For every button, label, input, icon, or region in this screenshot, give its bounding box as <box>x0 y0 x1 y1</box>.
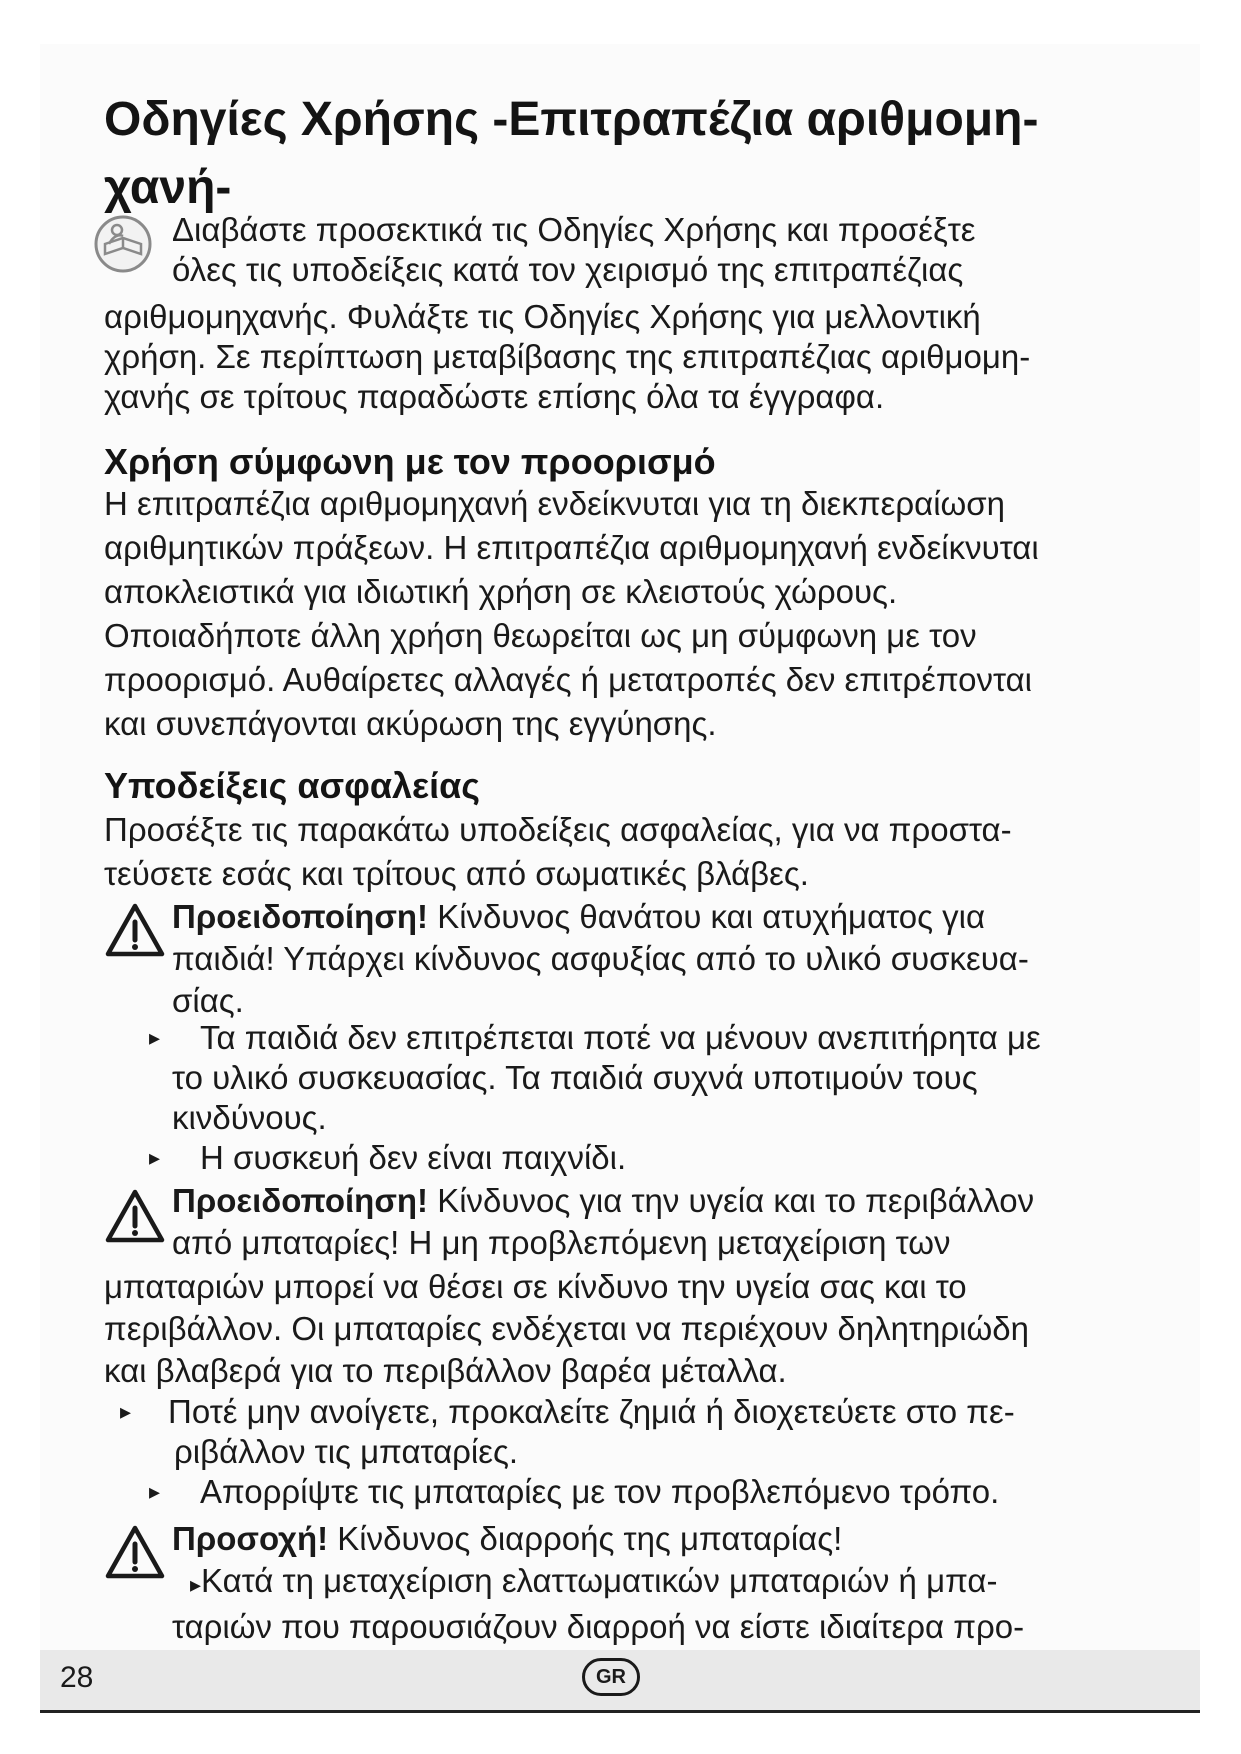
warning-triangle-icon <box>104 902 166 958</box>
page-number: 28 <box>60 1661 94 1694</box>
safety-line-1: Προσέξτε τις παρακάτω υποδείξεις ασφαλείας, για να προστα- <box>104 811 1012 848</box>
intro-line-4: χρήση. Σε περίπτωση μεταβίβασης της επιτραπέζιας αριθμομη- <box>104 338 1031 375</box>
warning-2-text <box>172 1180 1034 1264</box>
warning-2-rest-line-2: περιβάλλον. Οι μπαταρίες ενδέχεται να περιέχουν δηλητηριώδη <box>104 1310 1029 1347</box>
warning-triangle-icon <box>104 1524 166 1580</box>
warning-2-bullet-2-marker: ▸ <box>149 1479 161 1504</box>
title-line-1: Οδηγίες Χρήσης -Επιτραπέζια αριθμομη- <box>104 93 1039 146</box>
warning-1-bullet-2-marker: ▸ <box>149 1145 161 1170</box>
warning-1-bullet-2 <box>200 1138 626 1178</box>
intended-use-heading: Χρήση σύμφωνη με τον προορισμό <box>104 441 716 482</box>
warning-triangle-icon <box>104 1188 166 1244</box>
intended-use-line-1: Η επιτραπέζια αριθμομηχανή ενδείκνυται για τη διεκπεραίωση <box>104 485 1006 522</box>
warning-1-line-3: σίας. <box>172 982 244 1019</box>
warning-2-bullet-1-marker: ▸ <box>120 1399 132 1424</box>
caution-bullet-marker: ▸ <box>190 1572 202 1597</box>
warning-2-line-1-rest: Κίνδυνος για την υγεία και το περιβάλλον <box>428 1182 1035 1219</box>
page-title <box>104 86 1104 222</box>
intro-line-1: Διαβάστε προσεκτικά τις Οδηγίες Χρήσης και προσέξτε <box>172 211 976 248</box>
warning-2-bullet-1 <box>168 1392 1015 1472</box>
warning-2-bullet-1-line-2: ριβάλλον τις μπαταρίες. <box>174 1433 519 1470</box>
safety-paragraph <box>104 808 1012 896</box>
warning-1-line-2: παιδιά! Υπάρχει κίνδυνος ασφυξίας από το υλικό συσκευα- <box>172 940 1029 977</box>
intended-use-paragraph <box>104 482 1039 746</box>
language-badge: GR <box>582 1658 640 1696</box>
intro-first-lines <box>172 210 976 290</box>
warning-2-rest-line-3: και βλαβερά για το περιβάλλον βαρέα μέταλλα. <box>104 1352 787 1389</box>
caution-label: Προσοχή! <box>172 1520 329 1557</box>
intended-use-line-4: Οποιαδήποτε άλλη χρήση θεωρείται ως μη σύμφωνη με τον <box>104 617 977 654</box>
read-manual-icon <box>93 214 153 274</box>
intro-line-3: αριθμομηχανής. Φυλάξτε τις Οδηγίες Χρήσης για μελλοντική <box>104 298 981 335</box>
caution-line-2-text: Κατά τη μεταχείριση ελαττωματικών μπαταριών ή μπα- <box>201 1562 998 1599</box>
caution-line-2 <box>172 1560 1024 1606</box>
warning-1-text <box>172 896 1029 1022</box>
warning-1-label: Προειδοποίηση! <box>172 898 429 935</box>
warning-1-bullet-1-line-2: το υλικό συσκευασίας. Τα παιδιά συχνά υποτιμούν τους <box>172 1059 978 1096</box>
intended-use-line-6: και συνεπάγονται ακύρωση της εγγύησης. <box>104 705 717 742</box>
warning-1-line-1 <box>172 896 1029 938</box>
warning-2-line-2: από μπαταρίες! Η μη προβλεπόμενη μεταχείριση των <box>172 1224 951 1261</box>
safety-heading: Υποδείξεις ασφαλείας <box>104 765 480 806</box>
warning-2-label: Προειδοποίηση! <box>172 1182 429 1219</box>
warning-1-bullet-1-marker: ▸ <box>149 1025 161 1050</box>
intro-more-lines <box>104 297 1030 417</box>
warning-2-bullet-1-line-1: Ποτέ μην ανοίγετε, προκαλείτε ζημιά ή διοχετεύετε στο πε- <box>168 1393 1015 1430</box>
intended-use-line-2: αριθμητικών πράξεων. Η επιτραπέζια αριθμομηχανή ενδείκνυται <box>104 529 1039 566</box>
caution-line-3: ταριών που παρουσιάζουν διαρροή να είστε ιδιαίτερα προ- <box>172 1608 1025 1645</box>
warning-2-rest-line-1: μπαταριών μπορεί να θέσει σε κίνδυνο την υγεία σας και το <box>104 1268 967 1305</box>
warning-2-paragraph <box>104 1266 1029 1392</box>
caution-line-1 <box>172 1518 1024 1560</box>
intended-use-line-3: αποκλειστικά για ιδιωτική χρήση σε κλειστούς χώρους. <box>104 573 898 610</box>
warning-1-bullet-1-line-3: κινδύνους. <box>172 1099 327 1136</box>
warning-2-bullet-2 <box>200 1472 999 1512</box>
warning-2-line-1 <box>172 1180 1034 1222</box>
title-line-2: χανή- <box>104 161 232 214</box>
safety-line-2: τεύσετε εσάς και τρίτους από σωματικές βλάβες. <box>104 855 809 892</box>
warning-1-bullet-2-line: Η συσκευή δεν είναι παιχνίδι. <box>200 1139 627 1176</box>
intro-line-2: όλες τις υποδείξεις κατά τον χειρισμό της επιτραπέζιας <box>172 251 964 288</box>
caution-text <box>172 1518 1024 1648</box>
warning-1-bullet-1-line-1: Τα παιδιά δεν επιτρέπεται ποτέ να μένουν ανεπιτήρητα με <box>200 1019 1041 1056</box>
warning-1-line-1-rest: Κίνδυνος θανάτου και ατυχήματος για <box>428 898 986 935</box>
caution-line-1-rest: Κίνδυνος διαρροής της μπαταρίας! <box>328 1520 843 1557</box>
intended-use-line-5: προορισμό. Αυθαίρετες αλλαγές ή μετατροπές δεν επιτρέπονται <box>104 661 1033 698</box>
intro-line-5: χανής σε τρίτους παραδώστε επίσης όλα τα έγγραφα. <box>104 378 885 415</box>
warning-2-bullet-2-line: Απορρίψτε τις μπαταρίες με τον προβλεπόμενο τρόπο. <box>200 1473 1000 1510</box>
warning-1-bullet-1 <box>172 1018 1041 1138</box>
